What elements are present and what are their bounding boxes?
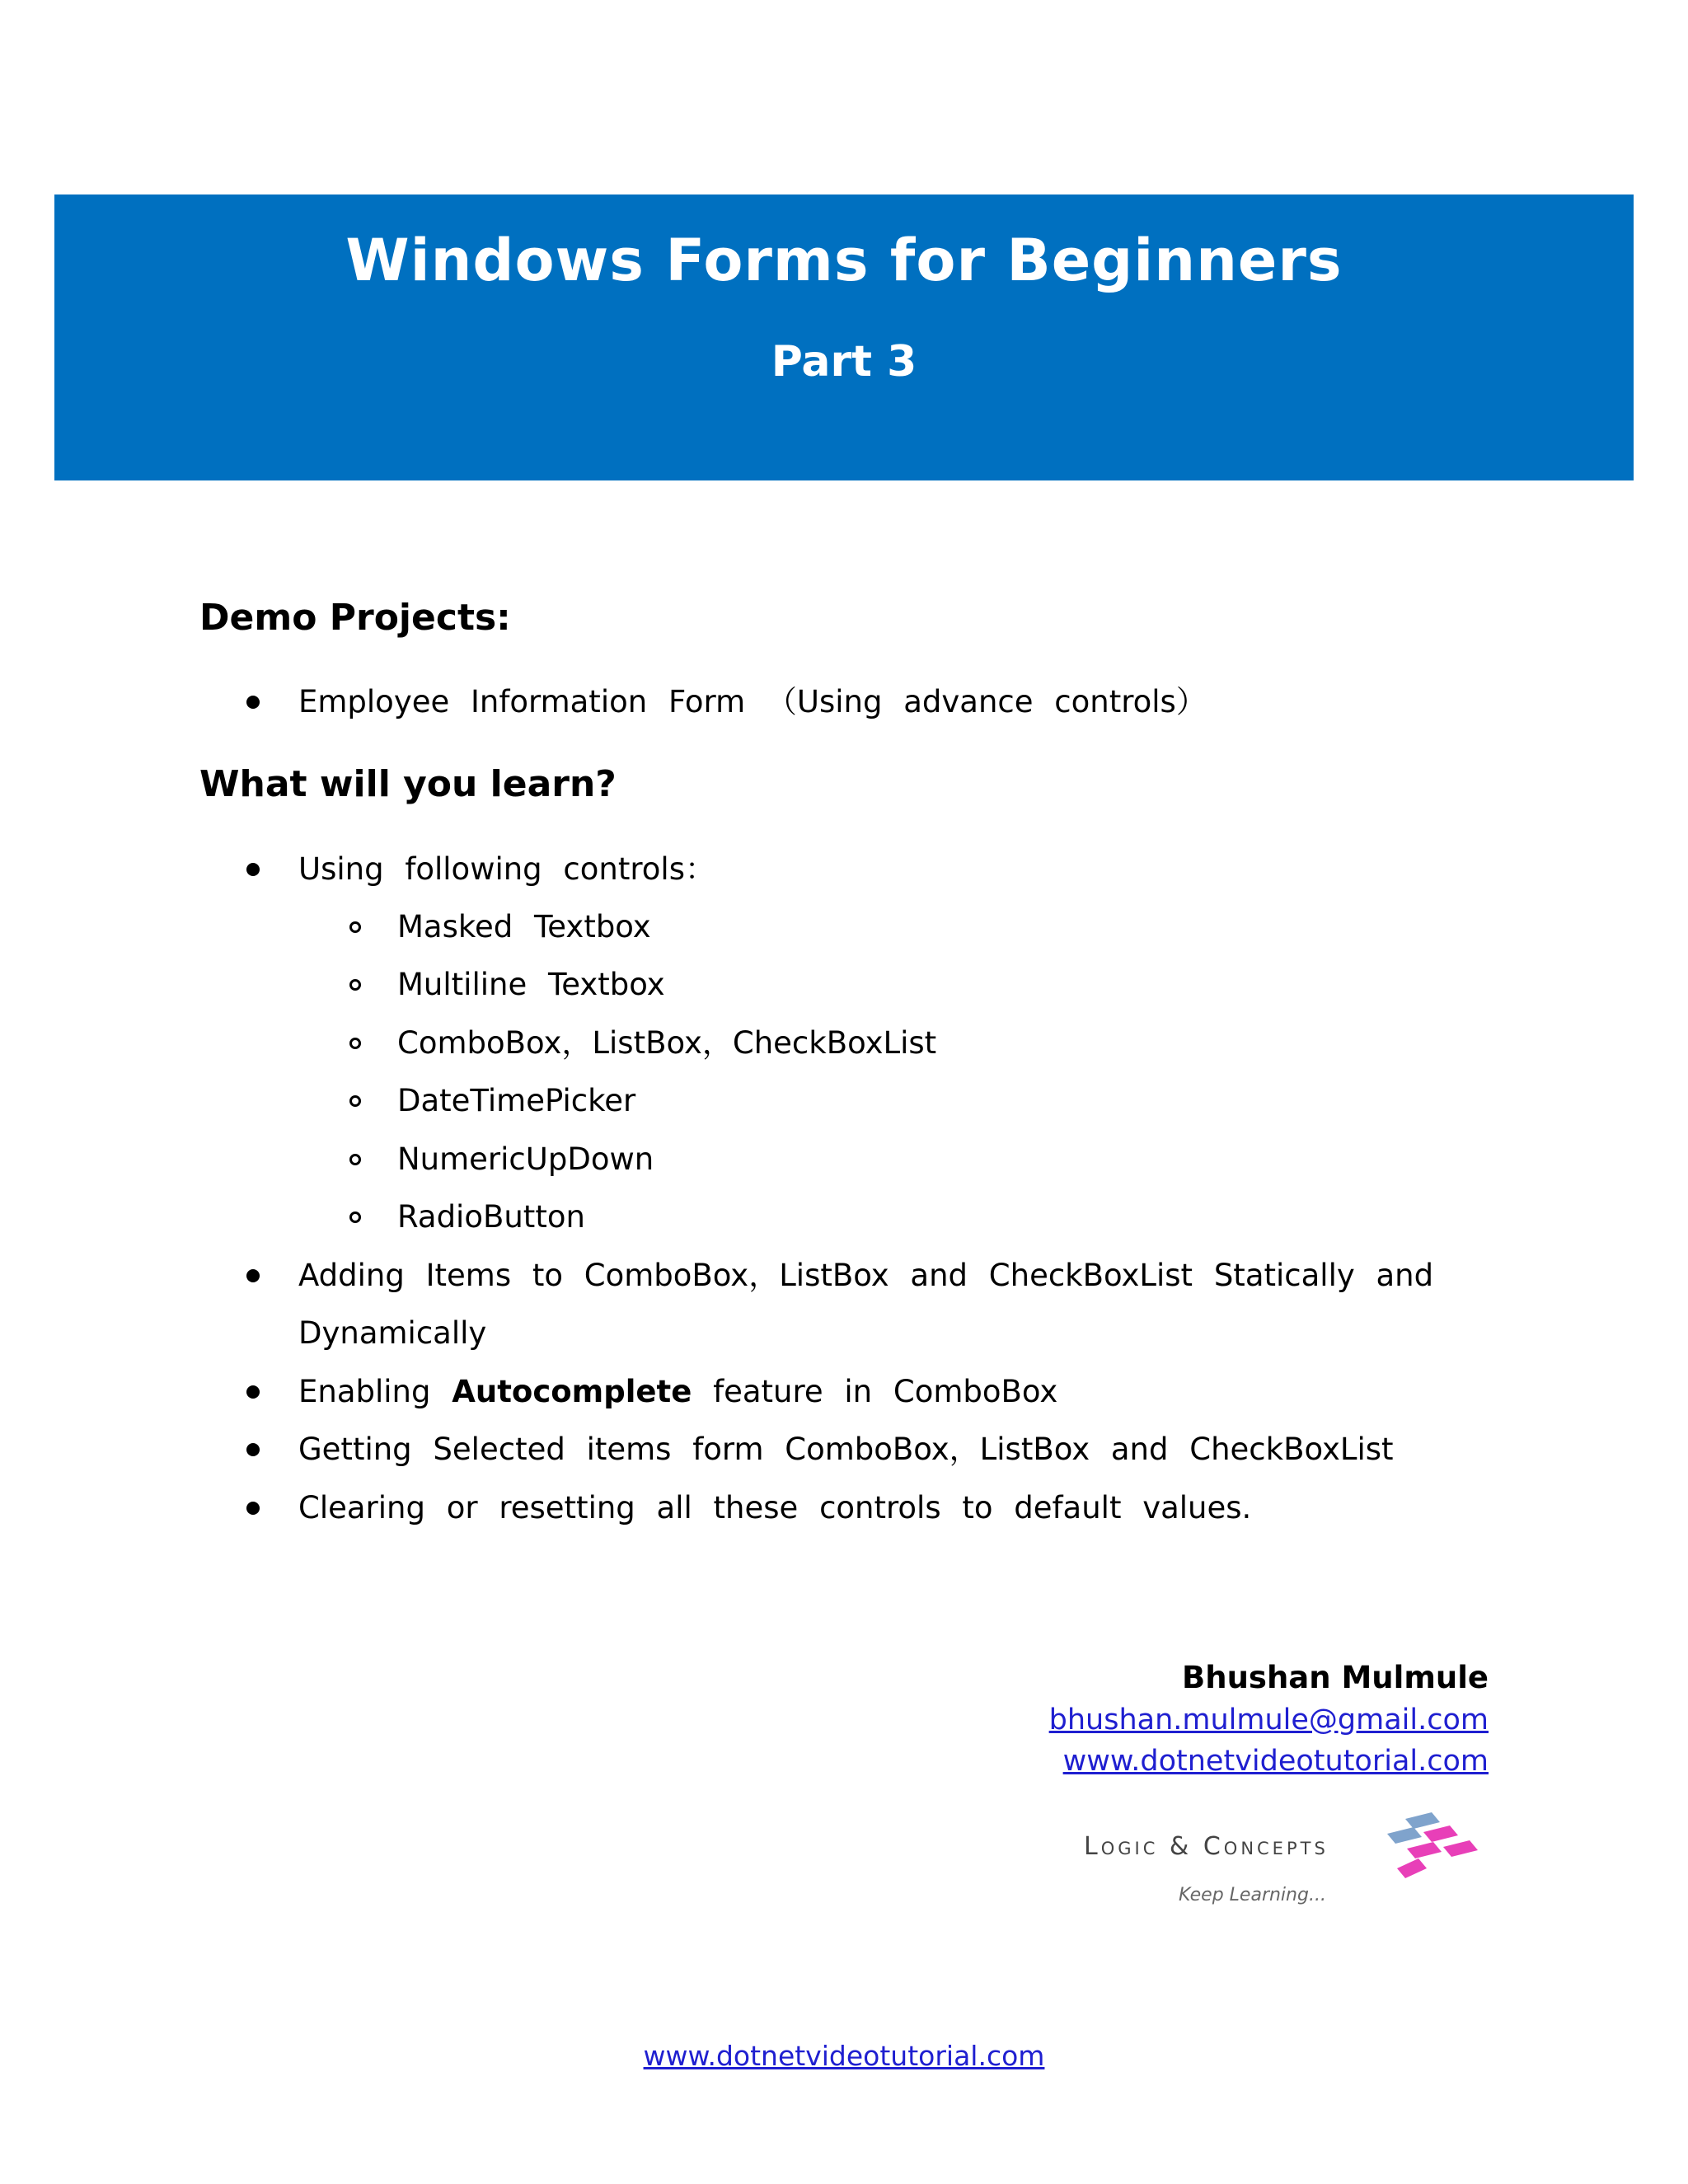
bullet-icon bbox=[246, 1443, 260, 1456]
autocomplete-keyword: Autocomplete bbox=[452, 1374, 692, 1409]
author-email-link[interactable]: bhushan.mulmule@gmail.com bbox=[1048, 1704, 1489, 1736]
getting-selected-item: Getting Selected items form ComboBox，ListBox and CheckBoxList bbox=[298, 1432, 1394, 1467]
circle-bullet-icon bbox=[349, 1212, 361, 1223]
footer-website-link[interactable]: www.dotnetvideotutorial.com bbox=[643, 2040, 1045, 2072]
bullet-icon bbox=[246, 1385, 260, 1399]
demo-projects-heading: Demo Projects: bbox=[199, 597, 511, 639]
bullet-icon bbox=[246, 1269, 260, 1282]
clearing-item: Clearing or resetting all these controls to default values. bbox=[298, 1490, 1252, 1526]
control-item-radiobutton: RadioButton bbox=[397, 1199, 585, 1235]
circle-bullet-icon bbox=[349, 1154, 361, 1165]
logo-tagline: Keep Learning... bbox=[1179, 1885, 1326, 1905]
bullet-icon bbox=[246, 1502, 260, 1515]
circle-bullet-icon bbox=[349, 921, 361, 933]
bullet-icon bbox=[246, 863, 260, 876]
author-website-link[interactable]: www.dotnetvideotutorial.com bbox=[1062, 1745, 1489, 1778]
circle-bullet-icon bbox=[349, 979, 361, 991]
enabling-autocomplete-item bbox=[298, 1371, 1057, 1413]
control-item-masked-textbox: Masked Textbox bbox=[397, 909, 651, 944]
adding-items-line1: Adding Items to ComboBox，ListBox and CheckBoxList Statically and bbox=[298, 1258, 1434, 1293]
control-item-datetimepicker: DateTimePicker bbox=[397, 1083, 636, 1118]
adding-items-line2: Dynamically bbox=[298, 1315, 487, 1351]
demo-project-item: Employee Information Form （Using advance controls） bbox=[298, 684, 1207, 719]
logic-concepts-logo bbox=[1071, 1809, 1500, 1924]
bullet-icon bbox=[246, 696, 260, 709]
logo-text: Logic & Concepts bbox=[1084, 1832, 1329, 1861]
control-item-combobox-listbox-checkboxlist: ComboBox，ListBox，CheckBoxList bbox=[397, 1025, 937, 1061]
document-subtitle: Part 3 bbox=[771, 337, 917, 387]
footer bbox=[0, 2040, 1688, 2072]
learn-heading: What will you learn? bbox=[199, 763, 617, 805]
author-block bbox=[1049, 1657, 1489, 1782]
control-item-multiline-textbox: Multiline Textbox bbox=[397, 967, 665, 1002]
control-item-numericupdown: NumericUpDown bbox=[397, 1141, 654, 1177]
title-banner bbox=[54, 194, 1634, 480]
enabling-pre: Enabling bbox=[298, 1374, 431, 1409]
enabling-post: feature in ComboBox bbox=[713, 1374, 1058, 1409]
author-name: Bhushan Mulmule bbox=[1182, 1660, 1489, 1695]
circle-bullet-icon bbox=[349, 1038, 361, 1049]
document-title: Windows Forms for Beginners bbox=[345, 227, 1343, 294]
logo-mark-icon bbox=[1372, 1809, 1496, 1908]
circle-bullet-icon bbox=[349, 1095, 361, 1107]
controls-intro: Using following controls： bbox=[298, 851, 715, 887]
